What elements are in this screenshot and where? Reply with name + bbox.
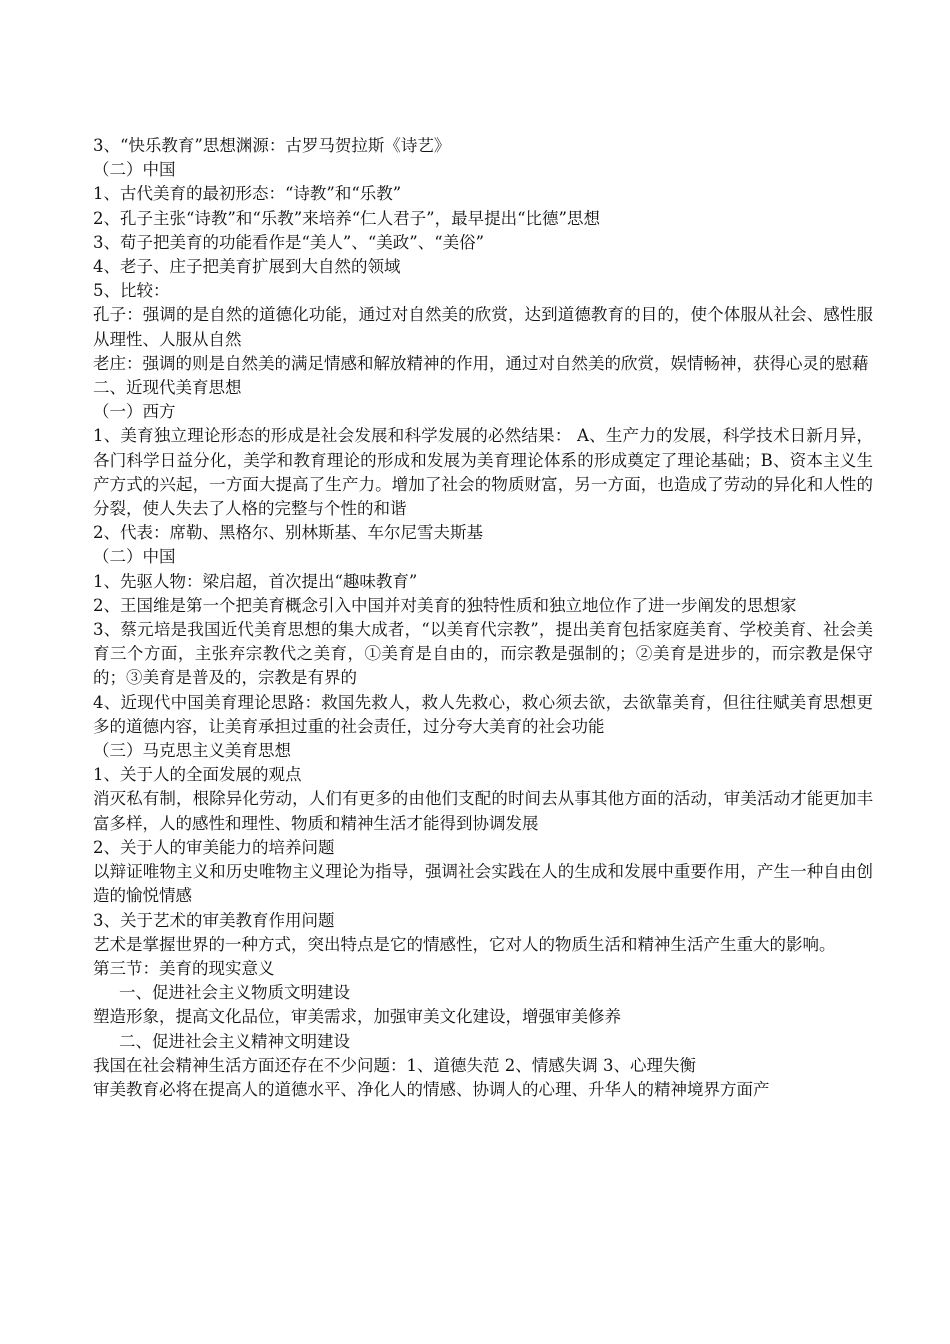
text-line: 3、关于艺术的审美教育作用问题	[93, 910, 335, 930]
paragraph: 3、蔡元培是我国近代美育思想的集大成者，“以美育代宗教”，提出美育包括家庭美育、学校美育、社会美育三个方面，主张弃宗教代之美育，①美育是自由的，而宗教是强制的；②美育是进步的，而宗教是保守的；③美育是普及的，宗教是有界的	[93, 620, 873, 688]
paragraph: 老庄：强调的则是自然美的满足情感和解放精神的作用，通过对自然美的欣赏，娱情畅神，获得心灵的慰藉	[93, 353, 869, 373]
text-line: 1、古代美育的最初形态：“诗教”和“乐教”	[93, 184, 402, 204]
text-line: 5、比较：	[93, 281, 170, 301]
section-heading: 二、促进社会主义精神文明建设	[119, 1031, 350, 1051]
section-heading: （二）中国	[93, 547, 176, 567]
text-line: 3、荀子把美育的功能看作是“美人”、“美政”、“美俗”	[93, 232, 485, 252]
section-heading: （二）中国	[93, 160, 176, 180]
document-body	[93, 134, 873, 1102]
paragraph: 2、王国维是第一个把美育概念引入中国并对美育的独特性质和独立地位作了进一步阐发的思想家	[93, 595, 797, 615]
paragraph: 4、近现代中国美育理论思路：救国先救人，救人先救心，救心须去欲，去欲靠美育，但往往赋美育思想更多的道德内容，让美育承担过重的社会责任，过分夸大美育的社会功能	[93, 692, 873, 736]
section-heading: （一）西方	[93, 402, 176, 422]
paragraph: 消灭私有制，根除异化劳动，人们有更多的由他们支配的时间去从事其他方面的活动，审美活动才能更加丰富多样，人的感性和理性、物质和精神生活才能得到协调发展	[93, 789, 873, 833]
text-line: 塑造形象，提高文化品位，审美需求，加强审美文化建设，增强审美修养	[93, 1007, 621, 1027]
paragraph: 孔子：强调的是自然的道德化功能，通过对自然美的欣赏，达到道德教育的目的，使个体服从社会、感性服从理性、人服从自然	[93, 305, 873, 349]
text-line: 3、“快乐教育”思想渊源：古罗马贺拉斯《诗艺》	[93, 136, 451, 155]
text-line: 1、关于人的全面发展的观点	[93, 765, 302, 785]
paragraph: 艺术是掌握世界的一种方式，突出特点是它的情感性，它对人的物质生活和精神生活产生重大的影响。	[93, 934, 836, 954]
text-line: 审美教育必将在提高人的道德水平、净化人的情感、协调人的心理、升华人的精神境界方面产	[93, 1079, 770, 1099]
text-line: 2、代表：席勒、黑格尔、别林斯基、车尔尼雪夫斯基	[93, 523, 483, 543]
paragraph: 1、美育独立理论形态的形成是社会发展和科学发展的必然结果： A、生产力的发展，科学技术日新月异，各门科学日益分化，美学和教育理论的形成和发展为美育理论体系的形成奠定了理论基础；B、资本主义生产方式的兴起，一方面大提高了生产力。增加了社会的物质财富，另一方面，也造成了劳动的异化和人性的分裂，使人失去了人格的完整与个性的和谐	[93, 426, 873, 519]
section-heading: 一、促进社会主义物质文明建设	[119, 983, 350, 1003]
paragraph: 以辩证唯物主义和历史唯物主义理论为指导，强调社会实践在人的生成和发展中重要作用，产生一种自由创造的愉悦情感	[93, 862, 873, 906]
text-line: 我国在社会精神生活方面还存在不少问题：1、道德失范 2、情感失调 3、心理失衡	[93, 1055, 696, 1075]
section-heading: （三）马克思主义美育思想	[93, 741, 291, 761]
section-heading: 第三节：美育的现实意义	[93, 958, 275, 978]
section-heading: 二、近现代美育思想	[93, 378, 242, 398]
text-line: 4、老子、庄子把美育扩展到大自然的领域	[93, 257, 401, 277]
text-line: 2、孔子主张“诗教”和“乐教”来培养“仁人君子”，最早提出“比德”思想	[93, 208, 600, 228]
text-line: 1、先驱人物：梁启超，首次提出“趣味教育”	[93, 571, 418, 591]
text-line: 2、关于人的审美能力的培养问题	[93, 837, 335, 857]
